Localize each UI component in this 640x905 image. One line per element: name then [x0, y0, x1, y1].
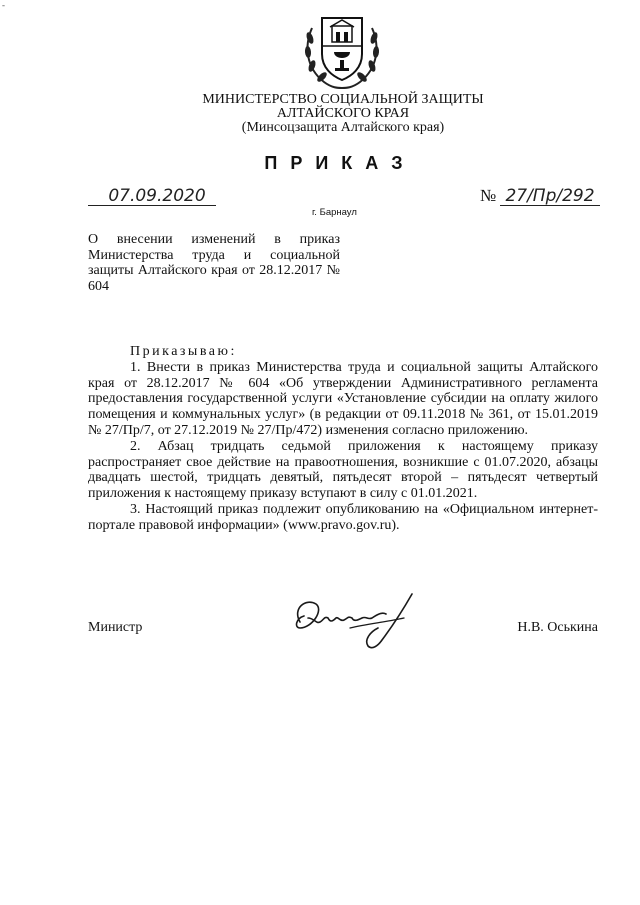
order-lead: Приказываю: [130, 344, 237, 359]
ministry-name-line-1: МИНИСТЕРСТВО СОЦИАЛЬНОЙ ЗАЩИТЫ [202, 92, 484, 107]
signatory-position: Министр [88, 620, 143, 635]
order-paragraph-1: 1. Внести в приказ Министерства труда и социальной защиты Алтайского края от 28.12.2017 № 604 «Об утверждении Административного регламента предоставления государственной услуги «Установление субсидии на оплату жилого помещения и коммунальных услуг» (в редакции от 09.11.2018 № 361, от 15.01.2019 № 27/Пр/7, от 27.12.2019 № 27/Пр/472) изменения согласно приложению. [88, 359, 598, 438]
order-paragraph-2: 2. Абзац тридцать седьмой приложения к настоящему приказу распространяет свое действие на правоотношения, возникшие с 01.07.2020, абзацы двадцать шестой, тридцать девятый, пятьдесят второй – пятьдесят четвертый приложения к настоящему приказу вступают в силу с 01.01.2021. [88, 438, 598, 502]
order-body [88, 344, 598, 534]
handwritten-signature-icon [286, 588, 426, 652]
number-underline [500, 205, 600, 206]
order-date: 07.09.2020 [108, 186, 206, 206]
order-paragraph-3: 3. Настоящий приказ подлежит опубликованию на «Официальном интернет-портале правовой информации» (www.pravo.gov.ru). [88, 501, 598, 533]
ministry-short-name: (Минсоцзащита Алтайского края) [241, 120, 445, 135]
ministry-name-line-2: АЛТАЙСКОГО КРАЯ [276, 106, 410, 121]
document-type-title: ПРИКАЗ [264, 153, 416, 173]
corner-mark: - [2, 0, 5, 10]
altai-krai-coat-of-arms-icon [298, 8, 386, 92]
order-subject: О внесении изменений в приказ Министерства труда и социальной защиты Алтайского края от 28.12.2017 № 604 [88, 232, 340, 294]
number-sign: № [480, 186, 497, 205]
order-number: 27/Пр/292 [505, 186, 595, 206]
city-label: г. Барнаул [312, 207, 357, 218]
signatory-name: Н.В. Оськина [517, 620, 598, 635]
date-underline [88, 205, 216, 206]
